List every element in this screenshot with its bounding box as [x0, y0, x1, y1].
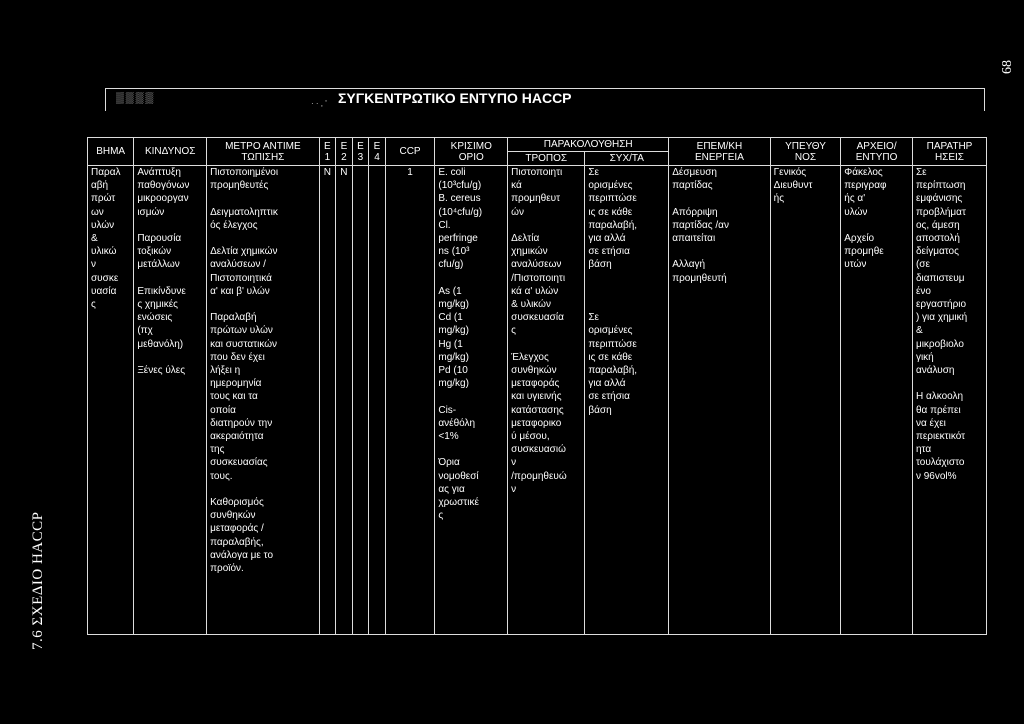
cell-e2: Ν	[336, 166, 353, 635]
header-parakolouthisi: ΠΑΡΑΚΟΛΟΥΘΗΣΗ	[508, 138, 669, 152]
title-bar	[105, 88, 985, 111]
header-ccp: CCP	[385, 138, 435, 166]
haccp-table	[87, 137, 987, 635]
cell-bhma: Παραλ αβή πρώτ ων υλών & υλικώ ν συσκε υασία ς	[88, 166, 134, 635]
cell-e3	[352, 166, 369, 635]
cell-e1: Ν	[319, 166, 336, 635]
scan-dots: · · , '	[311, 99, 327, 108]
cell-paratiriseis: Σε περίπτωση εμφάνισης προβλήματ ος, άμεση αποστολή δείγματος (σε διαπιστευμ ένο εργαστήριο ) για χημική & μικροβιολο γική ανάλυση Η αλκοολη θα πρέπει να έχει περιεκτικότ ητα τουλάχιστο ν 96vol%	[912, 166, 986, 635]
cell-ypeythynos: Γενικός Διευθυντ ής	[770, 166, 841, 635]
cell-ccp: 1	[385, 166, 435, 635]
cell-e4	[369, 166, 386, 635]
document-title: ΣΥΓΚΕΝΤΡΩΤΙΚΟ ΕΝΤΥΠΟ HACCP	[338, 90, 572, 106]
cell-kritimo: E. coli (10³cfu/g) B. cereus (10⁴cfu/g) Cl. perfringe ns (10³ cfu/g) As (1 mg/kg) Cd (1 mg/kg) Hg (1 mg/kg) Pd (10 mg/kg) Cis- ανέθόλη <1% Όρια νομοθεσί ας για χρωστικέ ς	[435, 166, 508, 635]
header-epem: ΕΠΕΜ/ΚΗ ΕΝΕΡΓΕΙΑ	[669, 138, 770, 166]
cell-metro: Πιστοποιημένοι προμηθευτές Δειγματοληπτικ ός έλεγχος Δελτία χημικών αναλύσεων / Πιστοποιητικά α' και β' υλών Παραλαβή πρώτων υλών και συστατικών που δεν έχει λήξει η ημερομηνία τους και τα οποία διατηρούν την ακεραιότητα της συσκευασίας τους. Καθορισμός συνθηκών μεταφοράς / παραλαβής, ανάλογα με το προϊόν.	[207, 166, 320, 635]
header-ypeythynos: ΥΠΕΥΘΥ ΝΟΣ	[770, 138, 841, 166]
header-metro: ΜΕΤΡΟ ΑΝΤΙΜΕ ΤΩΠΙΣΗΣ	[207, 138, 320, 166]
header-e4: Ε 4	[369, 138, 386, 166]
header-arxeio: ΑΡΧΕΙΟ/ ΕΝΤΥΠΟ	[841, 138, 913, 166]
section-side-title: 7.6 ΣΧΕΔΙΟ HACCP	[30, 511, 46, 650]
cell-epem: Δέσμευση παρτίδας Απόρριψη παρτίδας /αν απαιτείται Αλλαγή προμηθευτή	[669, 166, 770, 635]
header-kritimo: ΚΡΙΣΙΜΟ ΟΡΙΟ	[435, 138, 508, 166]
header-tropos: ΤΡΟΠΟΣ	[508, 152, 585, 166]
page-number: 68	[1000, 60, 1015, 74]
header-e3: Ε 3	[352, 138, 369, 166]
header-e2: Ε 2	[336, 138, 353, 166]
cell-sixta: Σε ορισμένες περιπτώσε ις σε κάθε παραλαβή, για αλλά σε ετήσια βάση Σε ορισμένες περιπτώσε ις σε κάθε παραλαβή, για αλλά σε ετήσια βάση	[585, 166, 669, 635]
scan-artifact: ▒▒▒▒	[116, 92, 156, 104]
header-kindynos: ΚΙΝΔΥΝΟΣ	[134, 138, 207, 166]
header-sixta: ΣΥΧ/ΤΑ	[585, 152, 669, 166]
cell-arxeio: Φάκελος περιγραφ ής α' υλών Αρχείο προμηθε υτών	[841, 166, 913, 635]
header-e1: Ε 1	[319, 138, 336, 166]
cell-kindynos: Ανάπτυξη παθογόνων μικροοργαν ισμών Παρουσία τοξικών μετάλλων Επικίνδυνε ς χημικές ενώσεις (πχ μεθανόλη) Ξένες ύλες	[134, 166, 207, 635]
header-paratiriseis: ΠΑΡΑΤΗΡ ΗΣΕΙΣ	[912, 138, 986, 166]
header-bhma: ΒΗΜΑ	[88, 138, 134, 166]
cell-tropos: Πιστοποιητι κά προμηθευτ ών Δελτία χημικών αναλύσεων /Πιστοποιητι κά α' υλών & υλικών συσκευασία ς Έλεγχος συνθηκών μεταφοράς και υγιεινής κατάστασης μεταφορικο ύ μέσου, συσκευασιώ ν /πρoμηθευώ ν	[508, 166, 585, 635]
